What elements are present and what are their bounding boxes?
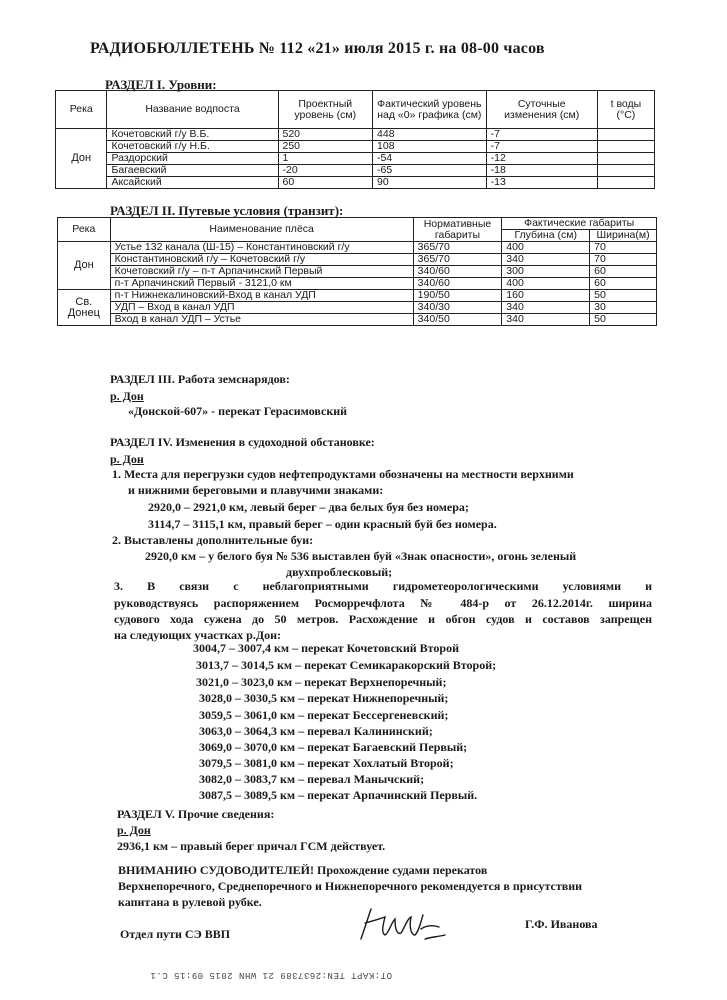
depth-value: 400 bbox=[502, 278, 590, 290]
stretch-name: п-т Нижнекалиновский-Вход в канал УДП bbox=[110, 290, 413, 302]
post-name: Багаевский bbox=[107, 165, 278, 177]
daily-change: -7 bbox=[486, 141, 597, 153]
water-temp bbox=[597, 153, 654, 165]
item1-line2: и нижними береговыми и плавучими знаками: bbox=[128, 483, 384, 497]
normative-dims: 190/50 bbox=[413, 290, 502, 302]
normative-dims: 340/60 bbox=[413, 266, 502, 278]
water-temp bbox=[597, 129, 654, 141]
depth-value: 340 bbox=[502, 302, 590, 314]
section3-river: р. Дон bbox=[110, 389, 144, 403]
river-cell: Дон bbox=[56, 129, 107, 189]
levels-table bbox=[55, 90, 655, 189]
stretch-name: Константиновский г/у – Кочетовский г/у bbox=[110, 254, 413, 266]
item3-line2: руководствуясь распоряжением Росморречфлота № 484-р от 26.12.2014г. ширина bbox=[114, 596, 652, 610]
design-level: 1 bbox=[278, 153, 373, 165]
list-item: 3082,0 – 3083,7 км – перевал Манычский; bbox=[199, 772, 425, 786]
table-row bbox=[58, 266, 657, 278]
depth-value: 340 bbox=[502, 254, 590, 266]
col-post: Название водпоста bbox=[107, 91, 278, 129]
col-actual-level: Фактический уровень над «0» графика (см) bbox=[373, 91, 487, 129]
notice-line3: капитана в рулевой рубке. bbox=[118, 895, 262, 909]
list-item: 3063,0 – 3064,3 км – перевал Калининский; bbox=[199, 724, 433, 738]
col-width: Ширина(м) bbox=[590, 230, 657, 242]
signature-image bbox=[355, 905, 450, 945]
table-row bbox=[58, 278, 657, 290]
table-row bbox=[58, 242, 657, 254]
water-temp bbox=[597, 177, 654, 189]
list-item: 3079,5 – 3081,0 км – перекат Хохлатый Второй; bbox=[199, 756, 454, 770]
post-name: Аксайский bbox=[107, 177, 278, 189]
depth-value: 340 bbox=[502, 314, 590, 326]
post-name: Кочетовский г/у В.Б. bbox=[107, 129, 278, 141]
actual-level: -65 bbox=[373, 165, 487, 177]
transit-table bbox=[57, 217, 657, 326]
section4-river: р. Дон bbox=[110, 452, 144, 466]
width-value: 60 bbox=[590, 278, 657, 290]
transit-table-header bbox=[58, 218, 657, 230]
table-row bbox=[58, 290, 657, 302]
document-title: РАДИОБЮЛЛЕТЕНЬ № 112 «21» июля 2015 г. на 08-00 часов bbox=[90, 40, 545, 57]
item1-b: 3114,7 – 3115,1 км, правый берег – один красный буй без номера. bbox=[148, 517, 497, 531]
width-value: 70 bbox=[590, 242, 657, 254]
stretch-name: Кочетовский г/у – п-т Арпачинский Первый bbox=[110, 266, 413, 278]
water-temp bbox=[597, 165, 654, 177]
fax-footer: OT:KAPT TEN:2637389 21 WHN 2015 09:15 C.1 bbox=[150, 970, 392, 980]
table-row bbox=[56, 177, 655, 189]
normative-dims: 340/50 bbox=[413, 314, 502, 326]
post-name: Раздорский bbox=[107, 153, 278, 165]
item2-b: двухпроблесковый; bbox=[286, 565, 393, 579]
col-stretch: Наименование плёса bbox=[110, 218, 413, 242]
river-cell: Дон bbox=[58, 242, 111, 290]
col-design-level: Проектный уровень (см) bbox=[278, 91, 373, 129]
list-item: 3021,0 – 3023,0 км – перекат Верхнепоречный; bbox=[196, 675, 447, 689]
post-name: Кочетовский г/у Н.Б. bbox=[107, 141, 278, 153]
col-river: Река bbox=[56, 91, 107, 129]
daily-change: -12 bbox=[486, 153, 597, 165]
width-value: 50 bbox=[590, 314, 657, 326]
col-river: Река bbox=[58, 218, 111, 242]
section1-title: РАЗДЕЛ I. Уровни: bbox=[105, 77, 217, 92]
signatory-name: Г.Ф. Иванова bbox=[525, 917, 598, 931]
stretch-name: Устье 132 канала (Ш-15) – Константиновский г/у bbox=[110, 242, 413, 254]
stretch-name: Вход в канал УДП – Устье bbox=[110, 314, 413, 326]
item3-line1: 3. В связи с неблагоприятными гидрометеорологическими условиями и bbox=[114, 579, 652, 593]
width-value: 50 bbox=[590, 290, 657, 302]
water-temp bbox=[597, 141, 654, 153]
list-item: 3069,0 – 3070,0 км – перекат Багаевский Первый; bbox=[199, 740, 468, 754]
depth-value: 400 bbox=[502, 242, 590, 254]
table-row bbox=[58, 254, 657, 266]
item3-line3: судового хода сужена до 50 метров. Расхождение и обгон судов и составов запрещен bbox=[114, 612, 652, 626]
item3-line4: на следующих участках р.Дон: bbox=[114, 628, 281, 642]
table-row bbox=[58, 302, 657, 314]
normative-dims: 365/70 bbox=[413, 254, 502, 266]
stretch-name: УДП – Вход в канал УДП bbox=[110, 302, 413, 314]
actual-level: 108 bbox=[373, 141, 487, 153]
actual-level: 90 bbox=[373, 177, 487, 189]
section3-title: РАЗДЕЛ III. Работа земснарядов: bbox=[110, 372, 290, 386]
item2-line1: 2. Выставлены дополнительные буи: bbox=[112, 533, 314, 547]
section5-title: РАЗДЕЛ V. Прочие сведения: bbox=[117, 807, 275, 821]
depth-value: 160 bbox=[502, 290, 590, 302]
levels-table-header bbox=[56, 91, 655, 129]
width-value: 70 bbox=[590, 254, 657, 266]
item2-a: 2920,0 км – у белого буя № 536 выставлен буй «Знак опасности», огонь зеленый bbox=[145, 549, 577, 563]
actual-level: -54 bbox=[373, 153, 487, 165]
department-label: Отдел пути СЭ ВВП bbox=[120, 927, 231, 941]
table-row bbox=[56, 129, 655, 141]
item1-line1: 1. Места для перегрузки судов нефтепродуктами обозначены на местности верхними bbox=[112, 467, 574, 481]
col-actual-dims: Фактические габариты bbox=[502, 218, 657, 230]
section5-river: р. Дон bbox=[117, 823, 151, 837]
col-normative: Нормативные габариты bbox=[413, 218, 502, 242]
notice-line1: ВНИМАНИЮ СУДОВОДИТЕЛЕЙ! Прохождение судами перекатов bbox=[118, 863, 488, 877]
normative-dims: 365/70 bbox=[413, 242, 502, 254]
list-item: 3004,7 – 3007,4 км – перекат Кочетовский Второй bbox=[193, 641, 459, 655]
width-value: 30 bbox=[590, 302, 657, 314]
section5-line: 2936,1 км – правый берег причал ГСМ действует. bbox=[117, 839, 386, 853]
section4-title: РАЗДЕЛ IV. Изменения в судоходной обстановке: bbox=[110, 435, 375, 449]
depth-value: 300 bbox=[502, 266, 590, 278]
col-depth: Глубина (см) bbox=[502, 230, 590, 242]
table-row bbox=[58, 314, 657, 326]
river-cell: Св. Донец bbox=[58, 290, 111, 326]
table-row bbox=[56, 165, 655, 177]
list-item: 3059,5 – 3061,0 км – перекат Бессергеневский; bbox=[199, 708, 449, 722]
design-level: 60 bbox=[278, 177, 373, 189]
notice-line2: Верхнепоречного, Среднепоречного и Нижнепоречного рекомендуется в присутствии bbox=[118, 879, 583, 893]
width-value: 60 bbox=[590, 266, 657, 278]
item1-a: 2920,0 – 2921,0 км, левый берег – два белых буя без номера; bbox=[148, 500, 469, 514]
daily-change: -7 bbox=[486, 129, 597, 141]
list-item: 3087,5 – 3089,5 км – перекат Арпачинский Первый. bbox=[199, 788, 478, 802]
list-item: 3028,0 – 3030,5 км – перекат Нижнепоречный; bbox=[199, 691, 449, 705]
normative-dims: 340/60 bbox=[413, 278, 502, 290]
section3-line: «Донской-607» - перекат Герасимовский bbox=[128, 404, 348, 418]
table-row bbox=[56, 141, 655, 153]
col-water-temp: t воды (°С) bbox=[597, 91, 654, 129]
daily-change: -13 bbox=[486, 177, 597, 189]
design-level: 250 bbox=[278, 141, 373, 153]
design-level: 520 bbox=[278, 129, 373, 141]
normative-dims: 340/30 bbox=[413, 302, 502, 314]
table-row bbox=[56, 153, 655, 165]
actual-level: 448 bbox=[373, 129, 487, 141]
daily-change: -18 bbox=[486, 165, 597, 177]
list-item: 3013,7 – 3014,5 км – перекат Семикаракорский Второй; bbox=[196, 658, 497, 672]
stretch-name: п-т Арпачинский Первый - 3121,0 км bbox=[110, 278, 413, 290]
section2-title: РАЗДЕЛ II. Путевые условия (транзит): bbox=[110, 203, 344, 218]
col-daily-change: Суточные изменения (см) bbox=[486, 91, 597, 129]
design-level: -20 bbox=[278, 165, 373, 177]
